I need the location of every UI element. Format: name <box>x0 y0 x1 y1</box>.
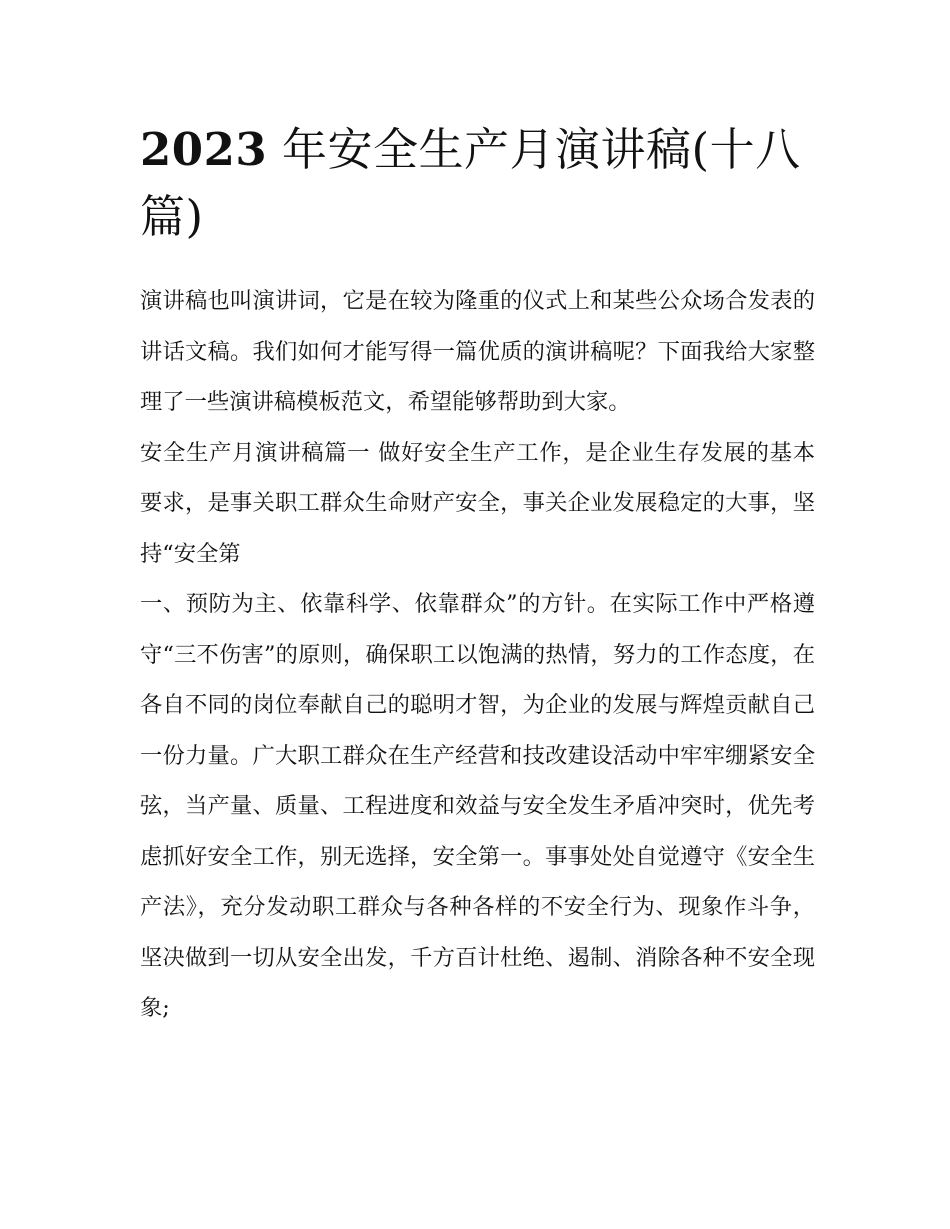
intro-paragraph: 演讲稿也叫演讲词，它是在较为隆重的仪式上和某些公众场合发表的讲话文稿。我们如何才能写得一篇优质的演讲稿呢？下面我给大家整理了一些演讲稿模板范文，希望能够帮助到大家。 <box>140 288 815 415</box>
document-page <box>140 116 815 1034</box>
title-text: 年安全生产月演讲稿(十八篇) <box>140 123 801 243</box>
speech-paragraph-1: 安全生产月演讲稿篇一 做好安全生产工作，是企业生存发展的基本要求，是事关职工群众生命财产安全，事关企业发展稳定的大事，坚持“安全第 <box>140 439 815 567</box>
title-year: 2023 <box>140 123 268 176</box>
page-title <box>140 116 815 250</box>
speech-paragraph-2: 一、预防为主、依靠科学、依靠群众”的方针。在实际工作中严格遵守“三不伤害”的原则，确保职工以饱满的热情，努力的工作态度，在各自不同的岗位奉献自己的聪明才智，为企业的发展与辉煌贡献自己一份力量。广大职工群众在生产经营和技改建设活动中牢牢绷紧安全弦，当产量、质量、工程进度和效益与安全发生矛盾冲突时，优先考虑抓好安全工作，别无选择，安全第一。事事处处自觉遵守《安全生产法》，充分发动职工群众与各种各样的不安全行为、现象作斗争，坚决做到一切从安全出发，千方百计杜绝、遏制、消除各种不安全现象; <box>140 591 815 1021</box>
